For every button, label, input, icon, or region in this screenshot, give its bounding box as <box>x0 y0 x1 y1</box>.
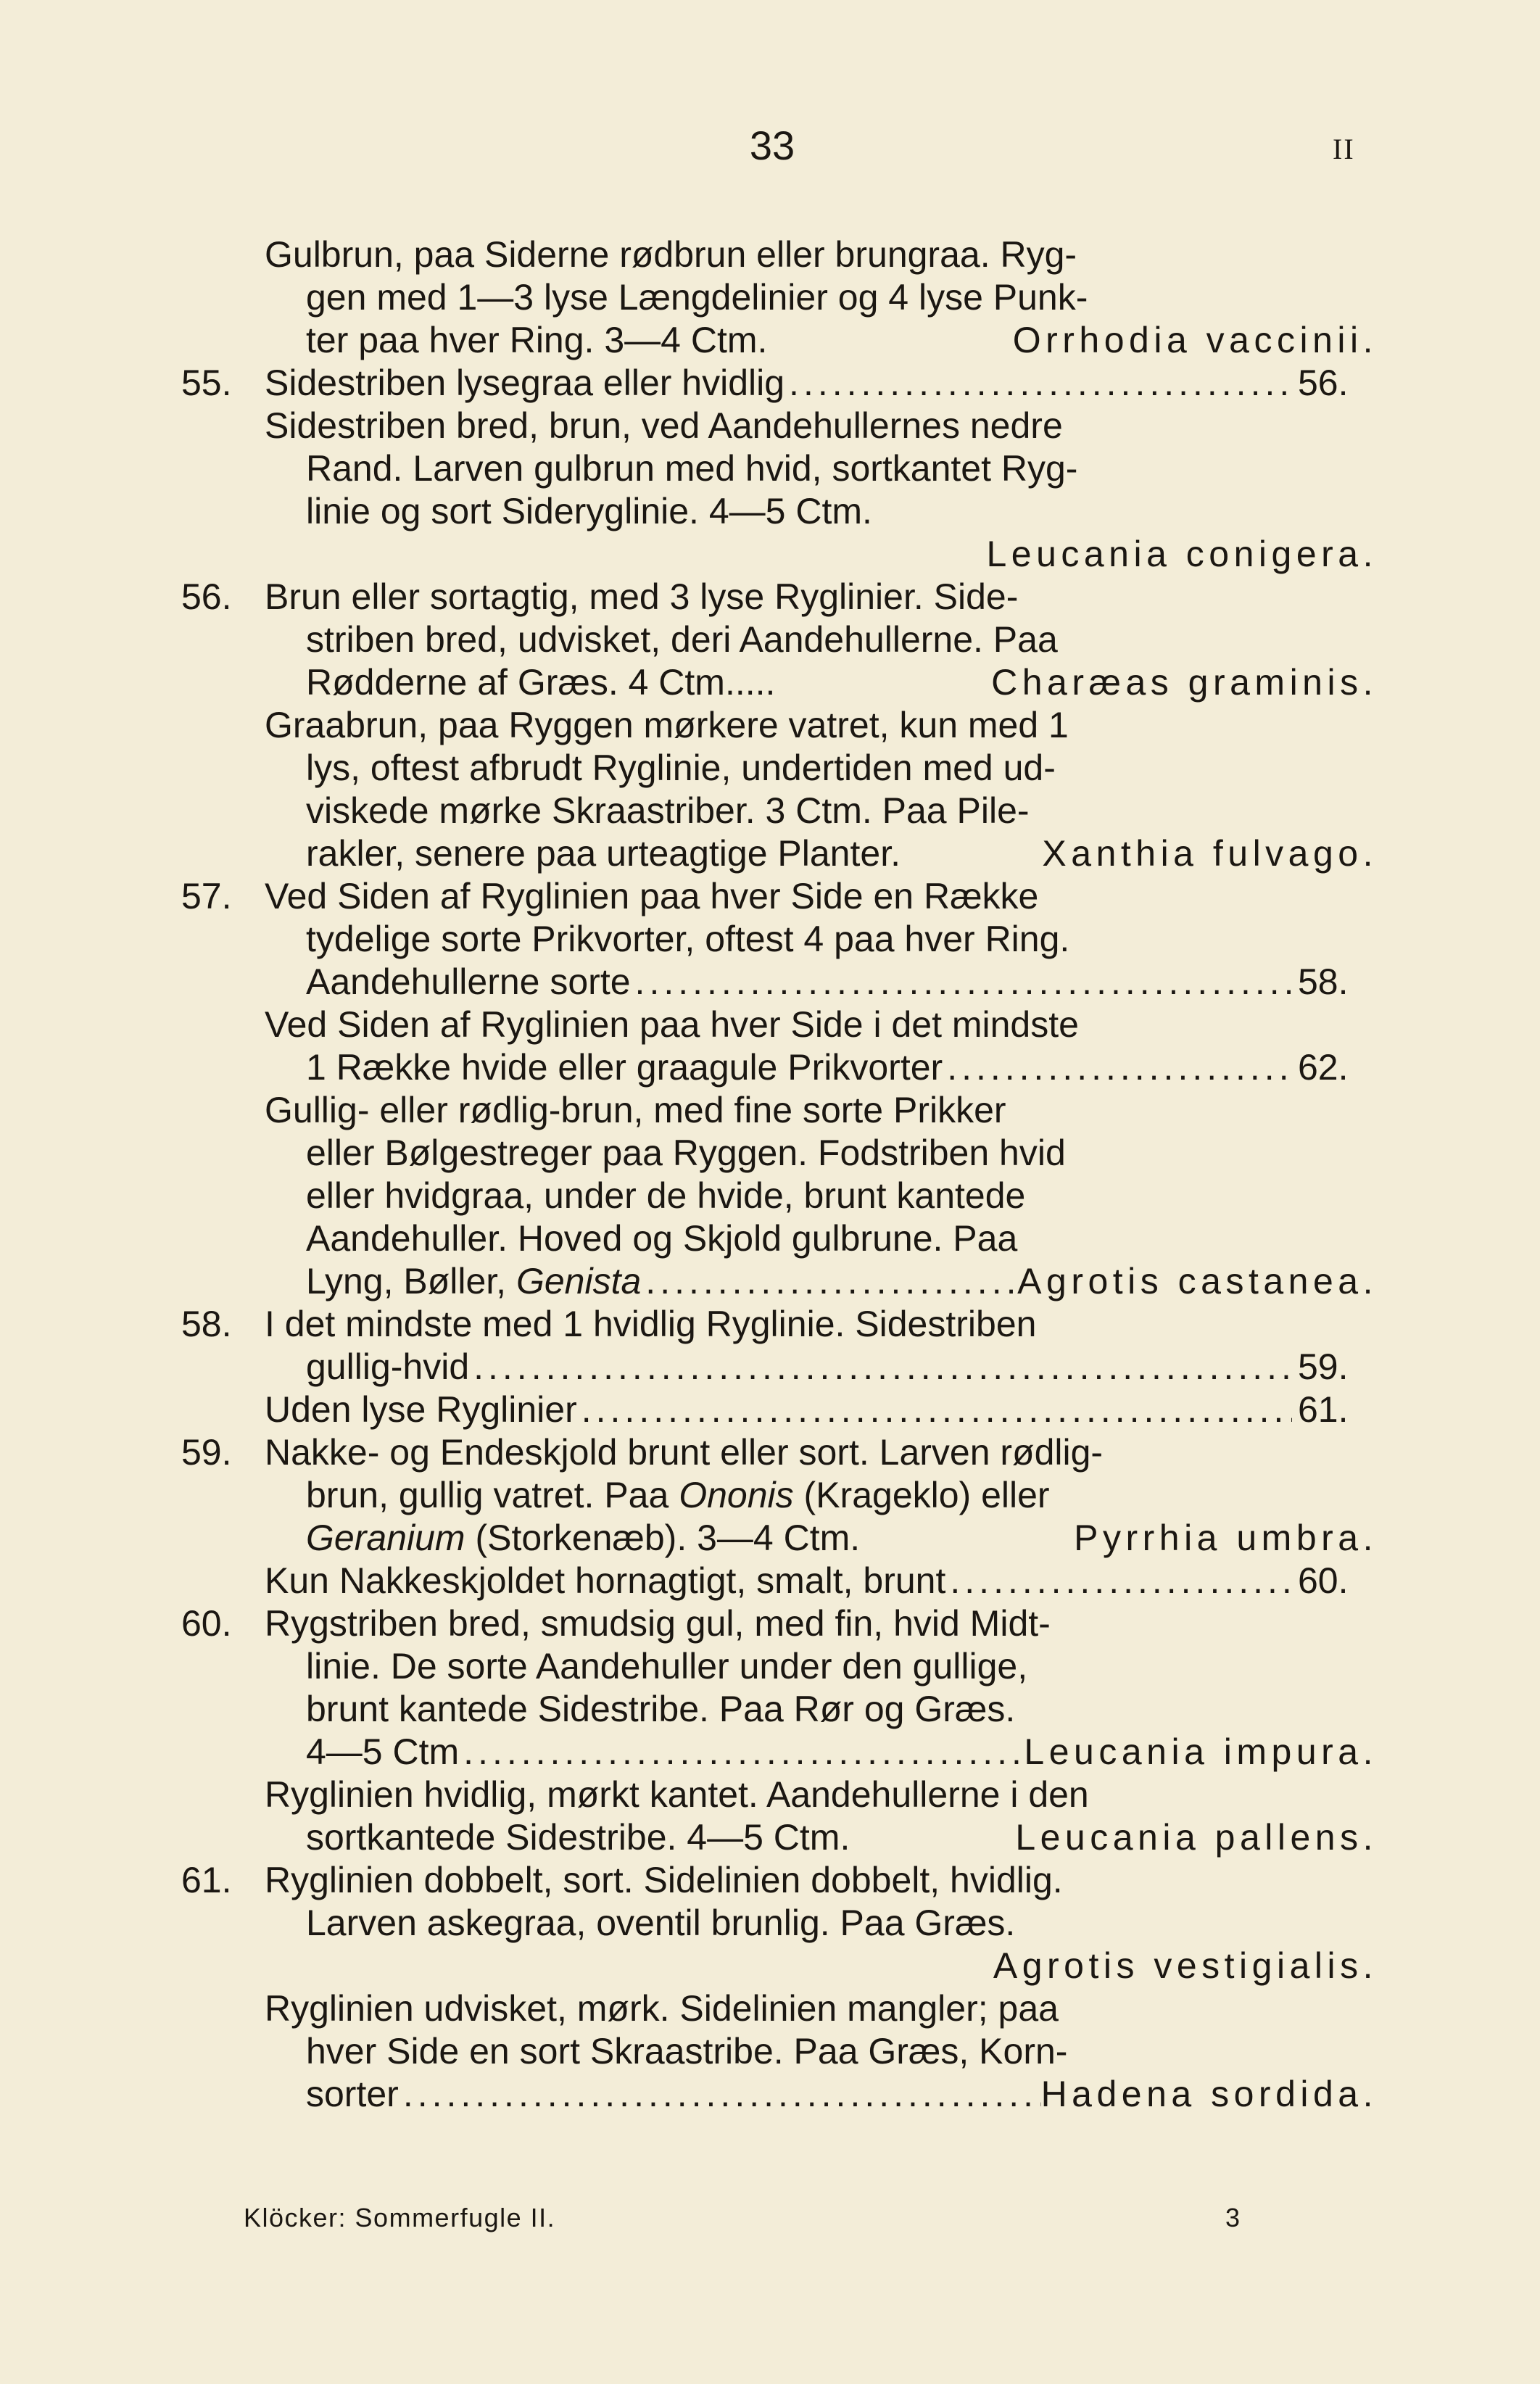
text-line: Rødderne af Græs. 4 Ctm..... Charæas graminis. <box>306 662 1378 703</box>
cross-reference: 59. <box>1298 1346 1349 1387</box>
leader-dots <box>631 961 1292 1003</box>
species-name: Xanthia fulvago. <box>1042 833 1378 874</box>
text-line: sortkantede Sidestribe. 4—5 Ctm. Leucania pallens. <box>306 1817 1378 1858</box>
text-line: viskede mørke Skraastriber. 3 Ctm. Paa Pile- <box>306 790 1030 831</box>
entry-number: 57. <box>181 876 232 916</box>
italic-plant-name: Genista <box>516 1261 642 1301</box>
leader-dots <box>399 2073 1041 2116</box>
text-line: Uden lyse Ryglinier ..... 61. <box>265 1388 1378 1431</box>
text-line: linie og sort Sideryglinie. 4—5 Ctm. <box>306 491 872 531</box>
cross-reference: 56. <box>1298 363 1349 403</box>
text-line: striben bred, udvisket, deri Aandehullerne. Paa <box>306 619 1058 660</box>
cross-reference: 60. <box>1298 1560 1349 1601</box>
text-line: 4—5 Ctm ..... Leucania impura. <box>306 1731 1378 1773</box>
text-line: Sidestriben lysegraa eller hvidlig ..... 56. <box>265 362 1378 405</box>
text-line: ter paa hver Ring. 3—4 Ctm. Orrhodia vaccinii. <box>306 320 1378 360</box>
cross-reference: 58. <box>1298 961 1349 1002</box>
species-name: Agrotis castanea. <box>1017 1261 1378 1301</box>
species-name: Leucania conigera. <box>986 534 1378 574</box>
footer-signature: Klöcker: Sommerfugle II. <box>244 2203 556 2232</box>
text-line: Ryglinien hvidlig, mørkt kantet. Aandehullerne i den <box>265 1774 1089 1815</box>
key-entry-continued <box>181 233 1378 362</box>
species-name: Orrhodia vaccinii. <box>1012 320 1378 360</box>
text-line: gullig-hvid ..... 59. <box>306 1346 1378 1388</box>
key-entry-57 <box>181 875 1378 1303</box>
text-line <box>306 1945 1378 1987</box>
text-line: Gullig- eller rødlig-brun, med fine sorte Prikker <box>265 1090 1006 1130</box>
text-line: Aandehullerne sorte ..... 58. <box>306 961 1378 1003</box>
text-line: 1 Række hvide eller graagule Prikvorter ..... 62. <box>306 1046 1378 1089</box>
species-name: Leucania pallens. <box>1015 1817 1378 1858</box>
key-entry-55 <box>181 362 1378 576</box>
text-line <box>306 533 1378 576</box>
text-line: eller hvidgraa, under de hvide, brunt kantede <box>306 1175 1026 1216</box>
text-line: Brun eller sortagtig, med 3 lyse Ryglinier. Side- <box>265 576 1019 617</box>
page-number: 33 <box>749 123 795 168</box>
text-line: Geranium (Storkenæb). 3—4 Ctm. Pyrrhia umbra. <box>306 1518 1378 1558</box>
leader-dots <box>469 1346 1292 1388</box>
leader-dots <box>641 1260 1017 1303</box>
entry-number: 61. <box>181 1860 232 1900</box>
leader-dots <box>459 1731 1024 1773</box>
text-line: brun, gullig vatret. Paa Ononis (Krageklo) eller <box>306 1475 1050 1515</box>
text-line: hver Side en sort Skraastribe. Paa Græs, Korn- <box>306 2031 1068 2071</box>
leader-dots <box>943 1046 1292 1089</box>
leader-dots <box>577 1388 1292 1431</box>
text-line: I det mindste med 1 hvidlig Ryglinie. Sidestriben <box>265 1304 1037 1344</box>
text-line: Sidestriben bred, brun, ved Aandehullernes nedre <box>265 405 1063 446</box>
text-line: tydelige sorte Prikvorter, oftest 4 paa hver Ring. <box>306 919 1070 959</box>
text-line: Kun Nakkeskjoldet hornagtigt, smalt, brunt ..... 60. <box>265 1560 1378 1602</box>
key-entry-59 <box>181 1431 1378 1602</box>
key-entry-58 <box>181 1303 1378 1431</box>
text-line: brunt kantede Sidestribe. Paa Rør og Græs. <box>306 1689 1016 1729</box>
cross-reference: 61. <box>1298 1389 1349 1430</box>
text-line: Aandehuller. Hoved og Skjold gulbrune. Paa <box>306 1218 1018 1259</box>
cross-reference: 62. <box>1298 1047 1349 1088</box>
text-line: Gulbrun, paa Siderne rødbrun eller brungraa. Ryg- <box>265 234 1077 275</box>
species-name: Agrotis vestigialis. <box>993 1945 1378 1986</box>
species-name: Pyrrhia umbra. <box>1074 1518 1378 1558</box>
text-line: gen med 1—3 lyse Længdelinier og 4 lyse Punk- <box>306 277 1088 318</box>
entry-number: 58. <box>181 1304 232 1344</box>
entry-number: 55. <box>181 363 232 403</box>
leader-dots <box>945 1560 1292 1602</box>
signature-mark: II <box>1333 133 1355 165</box>
text-line: Graabrun, paa Ryggen mørkere vatret, kun med 1 <box>265 705 1069 745</box>
species-name: Charæas graminis. <box>991 662 1378 703</box>
key-text <box>181 233 1378 2116</box>
key-entry-60 <box>181 1602 1378 1859</box>
text-line: Ryglinien dobbelt, sort. Sidelinien dobbelt, hvidlig. <box>265 1860 1063 1900</box>
text-line: rakler, senere paa urteagtige Planter. Xanthia fulvago. <box>306 833 1378 874</box>
leader-dots <box>785 362 1292 405</box>
text-line: lys, oftest afbrudt Ryglinie, undertiden med ud- <box>306 748 1056 788</box>
text-line: Ryglinien udvisket, mørk. Sidelinien mangler; paa <box>265 1988 1059 2029</box>
entry-number: 56. <box>181 576 232 617</box>
footer-sheet-number: 3 <box>1225 2203 1241 2232</box>
text-line: Ved Siden af Ryglinien paa hver Side i det mindste <box>265 1004 1079 1045</box>
text-line: Nakke- og Endeskjold brunt eller sort. Larven rødlig- <box>265 1432 1104 1473</box>
text-line: Ved Siden af Ryglinien paa hver Side en Række <box>265 876 1039 916</box>
species-name: Hadena sordida. <box>1040 2074 1378 2114</box>
italic-plant-name: Ononis <box>679 1475 794 1515</box>
entry-number: 60. <box>181 1603 232 1644</box>
key-entry-56 <box>181 576 1378 875</box>
key-entry-61 <box>181 1859 1378 2116</box>
text-line: Rygstriben bred, smudsig gul, med fin, hvid Midt- <box>265 1603 1051 1644</box>
text-line: Larven askegraa, oventil brunlig. Paa Græs. <box>306 1903 1016 1943</box>
text-line: sorter ..... Hadena sordida. <box>306 2073 1378 2116</box>
italic-plant-name: Geranium <box>306 1518 465 1558</box>
text-line: Rand. Larven gulbrun med hvid, sortkantet Ryg- <box>306 448 1078 489</box>
text-line: Lyng, Bøller, Genista ..... Agrotis castanea. <box>306 1260 1378 1303</box>
text-line: linie. De sorte Aandehuller under den gullige, <box>306 1646 1028 1686</box>
text-line: eller Bølgestreger paa Ryggen. Fodstriben hvid <box>306 1133 1066 1173</box>
entry-number: 59. <box>181 1432 232 1473</box>
species-name: Leucania impura. <box>1024 1731 1378 1772</box>
